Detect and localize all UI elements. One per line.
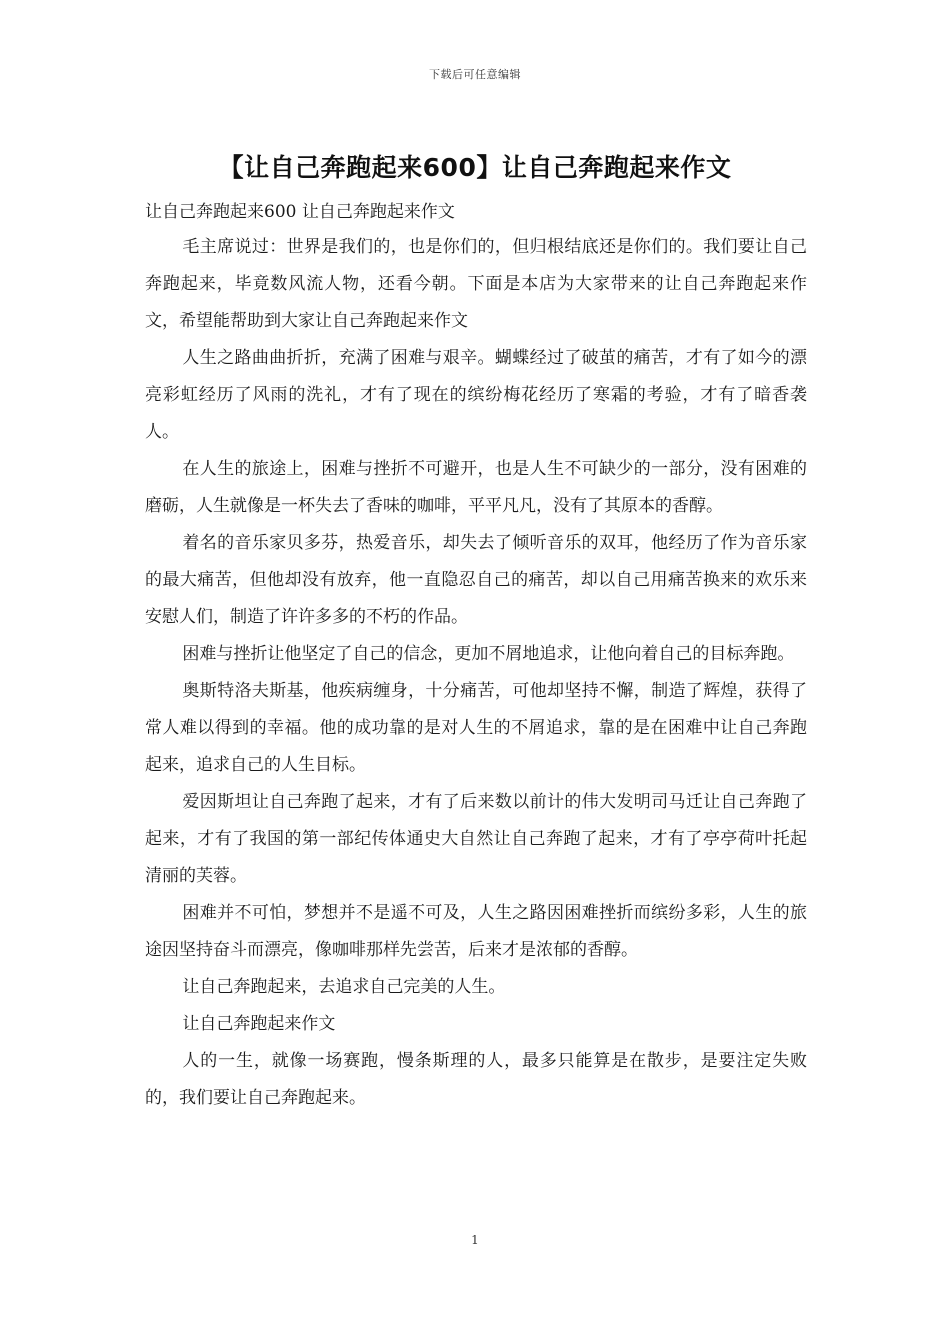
body-paragraph: 奥斯特洛夫斯基，他疾病缠身，十分痛苦，可他却坚持不懈，制造了辉煌，获得了常人难以得到的幸福。他的成功靠的是对人生的不屑追求，靠的是在困难中让自己奔跑起来，追求自己的人生目标。 [145, 681, 807, 775]
body-paragraph: 人生之路曲曲折折，充满了困难与艰辛。蝴蝶经过了破茧的痛苦，才有了如今的漂亮彩虹经历了风雨的洗礼，才有了现在的缤纷梅花经历了寒霜的考验，才有了暗香袭人。 [145, 348, 807, 442]
body-paragraph: 困难与挫折让他坚定了自己的信念，更加不屑地追求，让他向着自己的目标奔跑。 [182, 644, 795, 664]
document-subtitle: 让自己奔跑起来600 让自己奔跑起来作文 [145, 202, 455, 222]
body-paragraph: 毛主席说过：世界是我们的，也是你们的，但归根结底还是你们的。我们要让自己奔跑起来，毕竟数风流人物，还看今朝。下面是本店为大家带来的让自己奔跑起来作文，希望能帮助到大家让自己奔跑起来作文 [145, 237, 807, 331]
document-title: 【让自己奔跑起来600】让自己奔跑起来作文 [218, 153, 732, 182]
document-body [145, 229, 807, 1117]
body-paragraph: 在人生的旅途上，困难与挫折不可避开，也是人生不可缺少的一部分，没有困难的磨砺，人生就像是一杯失去了香味的咖啡，平平凡凡，没有了其原本的香醇。 [145, 459, 807, 516]
body-paragraph: 人的一生，就像一场赛跑，慢条斯理的人，最多只能算是在散步，是要注定失败的，我们要让自己奔跑起来。 [145, 1051, 807, 1108]
page-number: 1 [471, 1233, 479, 1247]
body-paragraph: 爱因斯坦让自己奔跑了起来，才有了后来数以前计的伟大发明司马迁让自己奔跑了起来，才有了我国的第一部纪传体通史大自然让自己奔跑了起来，才有了亭亭荷叶托起清丽的芙蓉。 [145, 792, 807, 886]
body-paragraph: 让自己奔跑起来作文 [182, 1014, 336, 1034]
body-paragraph: 困难并不可怕，梦想并不是遥不可及，人生之路因困难挫折而缤纷多彩，人生的旅途因坚持奋斗而漂亮，像咖啡那样先尝苦，后来才是浓郁的香醇。 [145, 903, 807, 960]
page-header: 下载后可任意编辑 [429, 68, 521, 81]
body-paragraph: 着名的音乐家贝多芬，热爱音乐，却失去了倾听音乐的双耳，他经历了作为音乐家的最大痛苦，但他却没有放弃，他一直隐忍自己的痛苦，却以自己用痛苦换来的欢乐来安慰人们，制造了许许多多的不朽的作品。 [145, 533, 807, 627]
body-paragraph: 让自己奔跑起来，去追求自己完美的人生。 [182, 977, 506, 997]
